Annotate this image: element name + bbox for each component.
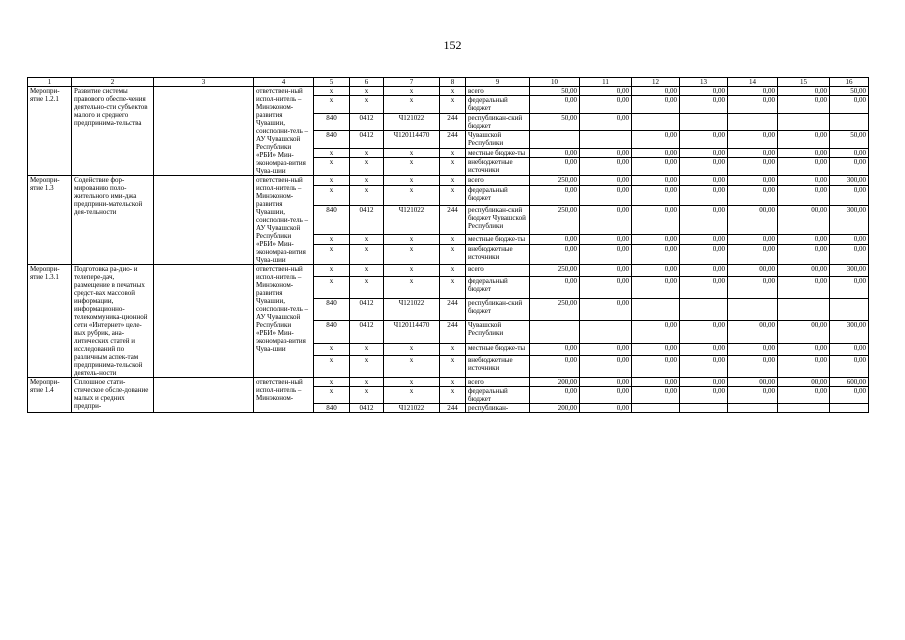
code-cell: х xyxy=(350,149,384,158)
amount-cell: 0,00 xyxy=(778,276,830,298)
code-cell: х xyxy=(440,387,466,404)
funding-source-cell: республикан-ский бюджет xyxy=(466,113,530,131)
responsible-executor-cell: ответствен-ный испол-нитель – Минэконом- xyxy=(254,378,314,413)
code-cell: х xyxy=(440,158,466,176)
amount-cell: 0,00 xyxy=(580,186,632,206)
column-number: 7 xyxy=(384,78,440,87)
amount-cell: 0,00 xyxy=(632,265,680,277)
code-cell: х xyxy=(350,387,384,404)
funding-source-cell: федеральный бюджет xyxy=(466,387,530,404)
table-row xyxy=(28,265,869,277)
column-number: 12 xyxy=(632,78,680,87)
amount-cell: 0,00 xyxy=(680,265,728,277)
event-number-cell: Меропри-ятие 1.3.1 xyxy=(28,265,72,378)
amount-cell: 600,00 xyxy=(830,378,869,387)
amount-cell xyxy=(580,131,632,149)
amount-cell: 0,00 xyxy=(530,276,580,298)
amount-cell: 0,00 xyxy=(778,131,830,149)
code-cell: Ч120114470 xyxy=(384,321,440,343)
code-cell: х xyxy=(440,378,466,387)
amount-cell: 0,00 xyxy=(778,245,830,265)
code-cell: х xyxy=(314,276,350,298)
funding-source-cell: всего xyxy=(466,378,530,387)
amount-cell: 0,00 xyxy=(580,355,632,377)
amount-cell: 00,00 xyxy=(728,206,778,235)
funding-source-cell: местные бюдже-ты xyxy=(466,149,530,158)
code-cell: 244 xyxy=(440,131,466,149)
amount-cell: 0,00 xyxy=(580,234,632,244)
code-cell: х xyxy=(384,87,440,96)
amount-cell: 0,00 xyxy=(778,343,830,355)
amount-cell: 0,00 xyxy=(778,87,830,96)
page-number: 152 xyxy=(443,38,462,52)
code-cell: х xyxy=(314,186,350,206)
amount-cell: 0,00 xyxy=(680,96,728,114)
amount-cell: 50,00 xyxy=(830,131,869,149)
code-cell: 244 xyxy=(440,113,466,131)
amount-cell: 0,00 xyxy=(680,276,728,298)
amount-cell: 00,00 xyxy=(778,321,830,343)
code-cell: х xyxy=(314,158,350,176)
code-cell: х xyxy=(314,378,350,387)
amount-cell: 0,00 xyxy=(580,113,632,131)
amount-cell: 0,00 xyxy=(680,176,728,186)
amount-cell: 0,00 xyxy=(580,299,632,321)
amount-cell: 0,00 xyxy=(580,378,632,387)
code-cell: х xyxy=(384,378,440,387)
amount-cell xyxy=(530,321,580,343)
amount-cell: 0,00 xyxy=(580,87,632,96)
amount-cell: 0,00 xyxy=(632,378,680,387)
code-cell: х xyxy=(440,265,466,277)
code-cell: х xyxy=(384,387,440,404)
funding-source-cell: федеральный бюджет xyxy=(466,186,530,206)
code-cell: х xyxy=(350,234,384,244)
code-cell: Ч121022 xyxy=(384,299,440,321)
funding-source-cell: внебюджетные источники xyxy=(466,245,530,265)
amount-cell: 0,00 xyxy=(728,186,778,206)
amount-cell xyxy=(580,321,632,343)
amount-cell: 0,00 xyxy=(530,387,580,404)
amount-cell: 0,00 xyxy=(830,186,869,206)
empty-cell xyxy=(154,87,254,176)
column-number: 14 xyxy=(728,78,778,87)
event-name-cell: Развитие системы правового обеспе-чения деятельно-сти субъектов малого и среднего предпринима-тельства xyxy=(72,87,154,176)
amount-cell: 0,00 xyxy=(530,234,580,244)
empty-cell xyxy=(154,378,254,413)
amount-cell: 0,00 xyxy=(580,158,632,176)
amount-cell: 0,00 xyxy=(530,355,580,377)
column-number: 8 xyxy=(440,78,466,87)
amount-cell: 00,00 xyxy=(778,265,830,277)
amount-cell: 0,00 xyxy=(680,355,728,377)
code-cell: х xyxy=(440,186,466,206)
funding-source-cell: всего xyxy=(466,176,530,186)
amount-cell xyxy=(830,113,869,131)
code-cell: х xyxy=(440,234,466,244)
code-cell: 0412 xyxy=(350,404,384,413)
code-cell: х xyxy=(314,87,350,96)
amount-cell: 0,00 xyxy=(580,276,632,298)
amount-cell: 0,00 xyxy=(530,149,580,158)
code-cell: Ч120114470 xyxy=(384,131,440,149)
amount-cell: 0,00 xyxy=(632,355,680,377)
code-cell: х xyxy=(384,276,440,298)
code-cell: х xyxy=(350,186,384,206)
amount-cell: 0,00 xyxy=(680,378,728,387)
code-cell: х xyxy=(314,245,350,265)
amount-cell: 0,00 xyxy=(728,158,778,176)
code-cell: х xyxy=(440,355,466,377)
code-cell: х xyxy=(384,158,440,176)
amount-cell xyxy=(680,404,728,413)
column-number: 1 xyxy=(28,78,72,87)
code-cell: х xyxy=(314,387,350,404)
code-cell: х xyxy=(440,96,466,114)
code-cell: х xyxy=(384,186,440,206)
amount-cell xyxy=(632,404,680,413)
column-number: 11 xyxy=(580,78,632,87)
code-cell: х xyxy=(314,149,350,158)
amount-cell: 0,00 xyxy=(728,355,778,377)
empty-cell xyxy=(154,176,254,265)
event-number-cell: Меропри-ятие 1.4 xyxy=(28,378,72,413)
amount-cell: 0,00 xyxy=(530,245,580,265)
responsible-executor-cell: ответствен-ный испол-нитель – Минэконом-развития Чувашии, соисполни-тель – АУ Чувашской Республики «РБИ» Мин-экономраз-вития Чува-шии xyxy=(254,265,314,378)
amount-cell: 0,00 xyxy=(680,131,728,149)
code-cell: х xyxy=(440,149,466,158)
amount-cell: 0,00 xyxy=(830,355,869,377)
budget-table xyxy=(27,77,869,413)
amount-cell: 300,00 xyxy=(830,265,869,277)
amount-cell: 00,00 xyxy=(728,265,778,277)
empty-cell xyxy=(154,265,254,378)
funding-source-cell: федеральный бюджет xyxy=(466,276,530,298)
code-cell: х xyxy=(350,158,384,176)
amount-cell: 0,00 xyxy=(680,158,728,176)
amount-cell: 0,00 xyxy=(778,96,830,114)
amount-cell: 0,00 xyxy=(632,206,680,235)
amount-cell: 300,00 xyxy=(830,321,869,343)
amount-cell: 0,00 xyxy=(680,87,728,96)
amount-cell: 300,00 xyxy=(830,176,869,186)
amount-cell: 0,00 xyxy=(580,404,632,413)
amount-cell xyxy=(830,404,869,413)
column-number: 10 xyxy=(530,78,580,87)
code-cell: х xyxy=(384,265,440,277)
column-number: 5 xyxy=(314,78,350,87)
amount-cell: 0,00 xyxy=(580,343,632,355)
table-row xyxy=(28,87,869,96)
amount-cell xyxy=(632,299,680,321)
code-cell: х xyxy=(440,245,466,265)
amount-cell: 0,00 xyxy=(680,387,728,404)
code-cell: 840 xyxy=(314,299,350,321)
amount-cell xyxy=(680,113,728,131)
amount-cell: 0,00 xyxy=(728,96,778,114)
funding-source-cell: всего xyxy=(466,265,530,277)
code-cell: 840 xyxy=(314,404,350,413)
amount-cell: 0,00 xyxy=(728,149,778,158)
amount-cell: 250,00 xyxy=(530,299,580,321)
code-cell: 244 xyxy=(440,404,466,413)
code-cell: х xyxy=(384,355,440,377)
amount-cell: 0,00 xyxy=(632,158,680,176)
amount-cell: 0,00 xyxy=(778,234,830,244)
amount-cell: 0,00 xyxy=(830,149,869,158)
amount-cell xyxy=(830,299,869,321)
amount-cell xyxy=(778,404,830,413)
amount-cell: 300,00 xyxy=(830,206,869,235)
amount-cell: 0,00 xyxy=(830,387,869,404)
code-cell: х xyxy=(314,265,350,277)
amount-cell xyxy=(680,299,728,321)
funding-source-cell: федеральный бюджет xyxy=(466,96,530,114)
amount-cell: 0,00 xyxy=(580,245,632,265)
event-number-cell: Меропри-ятие 1.2.1 xyxy=(28,87,72,176)
code-cell: х xyxy=(350,276,384,298)
amount-cell: 0,00 xyxy=(728,276,778,298)
amount-cell: 0,00 xyxy=(632,87,680,96)
code-cell: х xyxy=(384,245,440,265)
table-row xyxy=(28,176,869,186)
amount-cell: 0,00 xyxy=(580,206,632,235)
code-cell: х xyxy=(384,343,440,355)
amount-cell: 0,00 xyxy=(632,186,680,206)
amount-cell: 00,00 xyxy=(728,378,778,387)
amount-cell: 0,00 xyxy=(632,245,680,265)
amount-cell: 0,00 xyxy=(728,176,778,186)
column-number: 16 xyxy=(830,78,869,87)
amount-cell: 00,00 xyxy=(778,378,830,387)
amount-cell: 0,00 xyxy=(680,149,728,158)
amount-cell xyxy=(778,299,830,321)
amount-cell: 50,00 xyxy=(830,87,869,96)
code-cell: 0412 xyxy=(350,113,384,131)
responsible-executor-cell: ответствен-ный испол-нитель – Минэконом-развития Чувашии, соисполни-тель – АУ Чувашской Республики «РБИ» Мин-экономраз-вития Чува-шии xyxy=(254,87,314,176)
column-number: 2 xyxy=(72,78,154,87)
code-cell: 840 xyxy=(314,206,350,235)
amount-cell: 0,00 xyxy=(728,343,778,355)
code-cell: 840 xyxy=(314,113,350,131)
code-cell: х xyxy=(314,343,350,355)
amount-cell: 50,00 xyxy=(530,113,580,131)
code-cell: Ч121022 xyxy=(384,113,440,131)
amount-cell: 0,00 xyxy=(580,265,632,277)
amount-cell: 0,00 xyxy=(580,176,632,186)
event-number-cell: Меропри-ятие 1.3 xyxy=(28,176,72,265)
amount-cell: 0,00 xyxy=(580,387,632,404)
amount-cell: 0,00 xyxy=(778,387,830,404)
amount-cell: 0,00 xyxy=(680,206,728,235)
code-cell: х xyxy=(314,96,350,114)
code-cell: 0412 xyxy=(350,131,384,149)
amount-cell: 0,00 xyxy=(530,343,580,355)
amount-cell: 0,00 xyxy=(632,276,680,298)
amount-cell: 0,00 xyxy=(580,96,632,114)
column-number: 15 xyxy=(778,78,830,87)
amount-cell: 0,00 xyxy=(530,186,580,206)
code-cell: Ч121022 xyxy=(384,404,440,413)
funding-source-cell: Чувашской Республики xyxy=(466,131,530,149)
code-cell: х xyxy=(350,176,384,186)
funding-source-cell: республикан-ский бюджет Чувашской Республики xyxy=(466,206,530,235)
table-row xyxy=(28,378,869,387)
amount-cell: 0,00 xyxy=(830,343,869,355)
code-cell: х xyxy=(314,234,350,244)
amount-cell: 0,00 xyxy=(778,355,830,377)
code-cell: 244 xyxy=(440,206,466,235)
amount-cell: 0,00 xyxy=(632,131,680,149)
amount-cell: 0,00 xyxy=(728,131,778,149)
amount-cell: 0,00 xyxy=(632,234,680,244)
amount-cell: 0,00 xyxy=(728,234,778,244)
header-row xyxy=(28,78,869,87)
code-cell: х xyxy=(350,265,384,277)
amount-cell: 0,00 xyxy=(530,158,580,176)
amount-cell: 200,00 xyxy=(530,404,580,413)
code-cell: 840 xyxy=(314,321,350,343)
amount-cell xyxy=(728,404,778,413)
amount-cell: 00,00 xyxy=(728,321,778,343)
code-cell: х xyxy=(350,96,384,114)
code-cell: х xyxy=(384,234,440,244)
code-cell: х xyxy=(440,276,466,298)
amount-cell: 50,00 xyxy=(530,87,580,96)
code-cell: х xyxy=(350,245,384,265)
column-number: 9 xyxy=(466,78,530,87)
funding-source-cell: внебюджетные источники xyxy=(466,158,530,176)
amount-cell: 0,00 xyxy=(778,158,830,176)
code-cell: х xyxy=(314,355,350,377)
column-number: 3 xyxy=(154,78,254,87)
code-cell: 840 xyxy=(314,131,350,149)
funding-source-cell: республикан-ский бюджет xyxy=(466,299,530,321)
code-cell: х xyxy=(350,378,384,387)
code-cell: х xyxy=(440,176,466,186)
amount-cell: 200,00 xyxy=(530,378,580,387)
column-number: 13 xyxy=(680,78,728,87)
amount-cell: 00,00 xyxy=(778,206,830,235)
amount-cell: 250,00 xyxy=(530,206,580,235)
amount-cell: 0,00 xyxy=(728,245,778,265)
funding-source-cell: местные бюдже-ты xyxy=(466,343,530,355)
amount-cell: 0,00 xyxy=(778,176,830,186)
code-cell: х xyxy=(350,355,384,377)
code-cell: х xyxy=(384,176,440,186)
amount-cell xyxy=(728,113,778,131)
amount-cell: 0,00 xyxy=(530,96,580,114)
amount-cell: 0,00 xyxy=(728,87,778,96)
amount-cell xyxy=(632,113,680,131)
amount-cell: 0,00 xyxy=(680,343,728,355)
amount-cell: 0,00 xyxy=(778,149,830,158)
amount-cell xyxy=(728,299,778,321)
funding-source-cell: Чувашской Республики xyxy=(466,321,530,343)
amount-cell: 0,00 xyxy=(632,149,680,158)
code-cell: х xyxy=(384,149,440,158)
code-cell: х xyxy=(384,96,440,114)
amount-cell: 0,00 xyxy=(830,276,869,298)
code-cell: х xyxy=(350,87,384,96)
column-number: 4 xyxy=(254,78,314,87)
amount-cell: 250,00 xyxy=(530,176,580,186)
responsible-executor-cell: ответствен-ный испол-нитель – Минэконом-развития Чувашии, соисполни-тель – АУ Чувашской Республики «РБИ» Мин-экономраз-вития Чува-шии xyxy=(254,176,314,265)
funding-source-cell: республикан- xyxy=(466,404,530,413)
funding-source-cell: внебюджетные источники xyxy=(466,355,530,377)
amount-cell: 250,00 xyxy=(530,265,580,277)
amount-cell xyxy=(778,113,830,131)
event-name-cell: Сплошное стати-стическое обсле-дование малых и средних предпри- xyxy=(72,378,154,413)
column-number: 6 xyxy=(350,78,384,87)
amount-cell: 0,00 xyxy=(632,343,680,355)
code-cell: 0412 xyxy=(350,299,384,321)
amount-cell: 0,00 xyxy=(680,186,728,206)
amount-cell: 0,00 xyxy=(778,186,830,206)
code-cell: х xyxy=(440,87,466,96)
funding-source-cell: местные бюдже-ты xyxy=(466,234,530,244)
amount-cell: 0,00 xyxy=(580,149,632,158)
amount-cell: 0,00 xyxy=(830,234,869,244)
amount-cell: 0,00 xyxy=(680,321,728,343)
amount-cell: 0,00 xyxy=(632,387,680,404)
amount-cell: 0,00 xyxy=(680,245,728,265)
code-cell: 0412 xyxy=(350,321,384,343)
code-cell: х xyxy=(440,343,466,355)
amount-cell: 0,00 xyxy=(830,245,869,265)
code-cell: 244 xyxy=(440,321,466,343)
code-cell: х xyxy=(314,176,350,186)
code-cell: 0412 xyxy=(350,206,384,235)
amount-cell: 0,00 xyxy=(680,234,728,244)
code-cell: Ч121022 xyxy=(384,206,440,235)
amount-cell: 0,00 xyxy=(632,321,680,343)
code-cell: х xyxy=(350,343,384,355)
event-name-cell: Подготовка ра-дио- и телепере-дач, размещение в печатных средст-вах массовой информации, информационно-телекоммуника-ционной сети «Интернет» целе-вых рубрик, ана-литических статей и исследований по различным аспек-там предпринима-тельской деятель-ности xyxy=(72,265,154,378)
amount-cell: 0,00 xyxy=(632,176,680,186)
code-cell: 244 xyxy=(440,299,466,321)
amount-cell: 0,00 xyxy=(632,96,680,114)
amount-cell: 0,00 xyxy=(830,96,869,114)
funding-source-cell: всего xyxy=(466,87,530,96)
amount-cell: 0,00 xyxy=(728,387,778,404)
event-name-cell: Содействие фор-мированию поло-жительного ими-джа предприни-мательской дея-тельности xyxy=(72,176,154,265)
amount-cell xyxy=(530,131,580,149)
amount-cell: 0,00 xyxy=(830,158,869,176)
